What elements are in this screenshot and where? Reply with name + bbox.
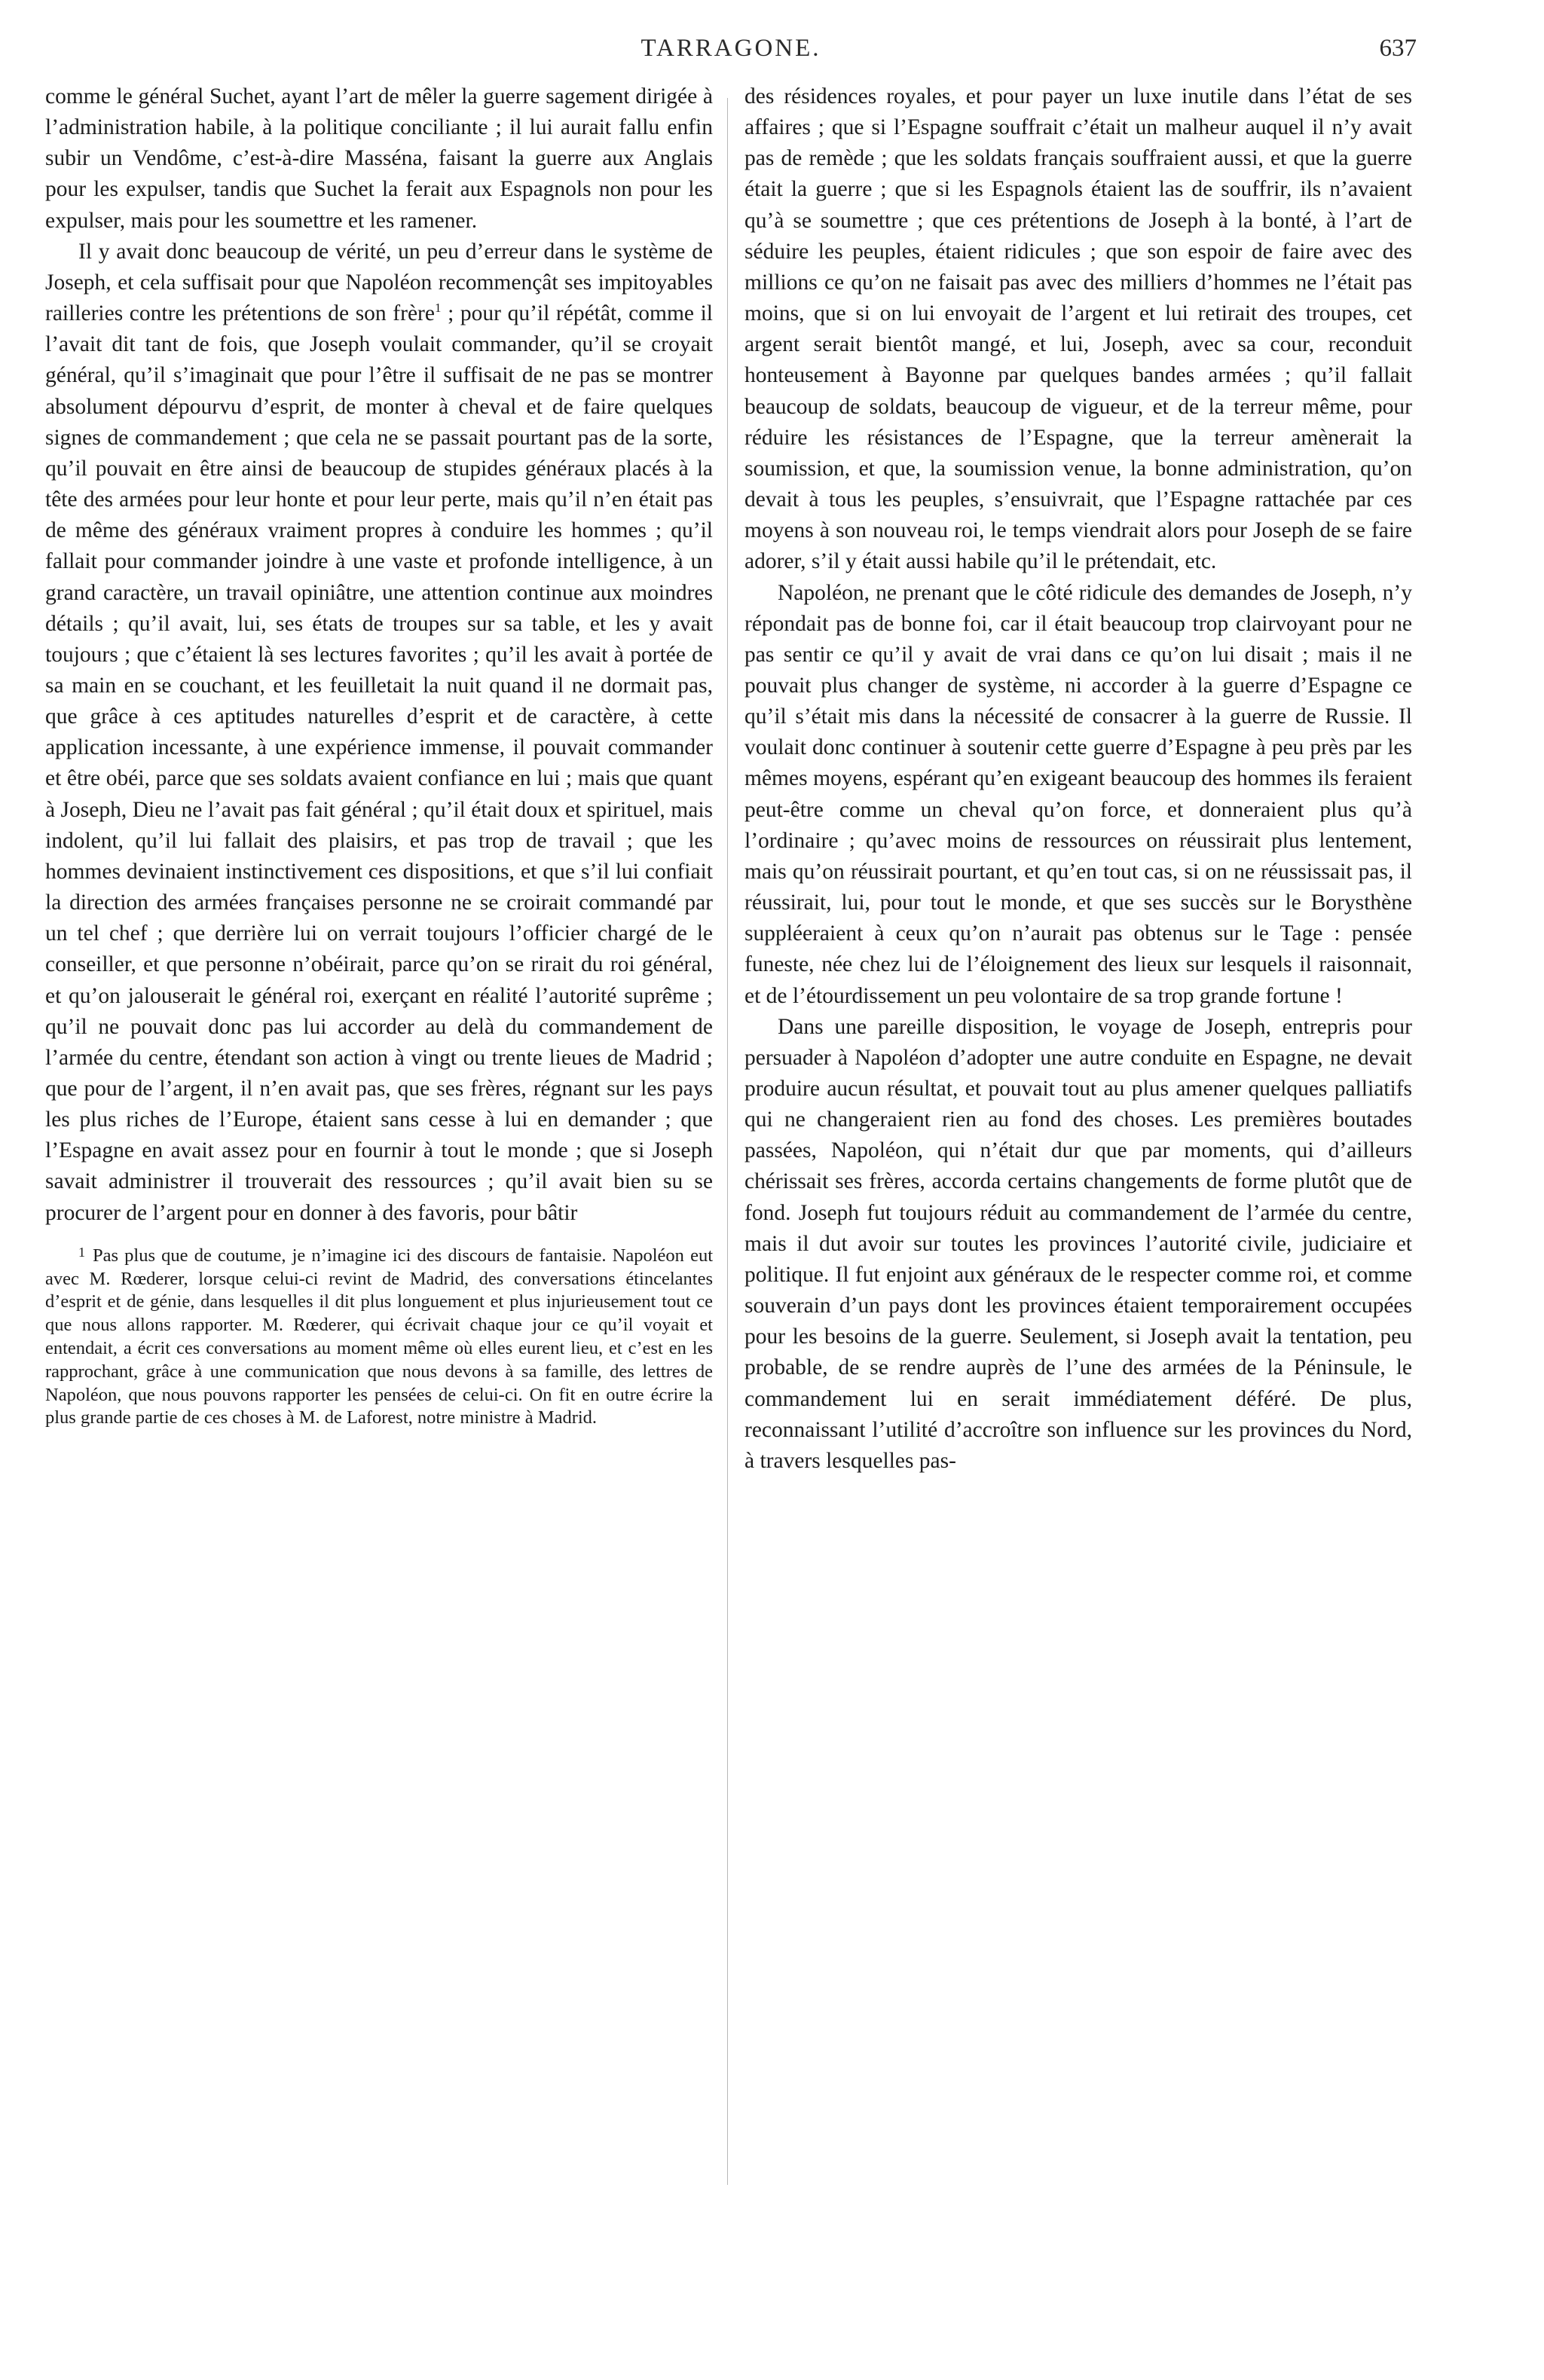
- footnote-text: Pas plus que de coutume, je n’imagine ici des discours de fantaisie. Napoléon eut avec M. Rœderer, lorsque celui-ci revint de Madrid, des conversations étincelantes d’esprit et de génie, dans lesquelles il dit plus longuement et plus injurieusement tout ce que nous allons rapporter. M. Rœderer, qui écrivait chaque jour ce qu’il voyait et entendait, a écrit ces conversations au moment même où elles eurent lieu, et c’est en les rapprochant, grâce à une communication que nous devons à sa famille, des lettres de Napoléon, que nous pouvons rapporter les pensées de celui-ci. On fit en outre écrire la plus grande partie de ces choses à M. de Laforest, notre ministre à Madrid.: [45, 1245, 713, 1428]
- page-number: 637: [1379, 35, 1417, 62]
- paragraph: des résidences royales, et pour payer un luxe inutile dans l’état de ses affaires ; que si l’Espagne souffrait c’était un malheur auquel il n’y avait pas de remède ; que les soldats français souffraient aussi, et que la guerre était la guerre ; que si les Espagnols étaient las de souffrir, ils n’avaient qu’à se soumettre ; que ces prétentions de Joseph à la bonté, à l’art de séduire les peuples, étaient ridicules ; que son espoir de faire avec des millions ce qu’on ne faisait pas avec des milliers d’hommes ne l’était pas moins, que si on lui envoyait de l’argent et lui retirait des troupes, cet argent serait bientôt mangé, et lui, Joseph, avec sa cour, reconduit honteusement à Bayonne par quelques bandes armées ; qu’il fallait beaucoup de soldats, beaucoup de vigueur, et de la terreur même, pour réduire les résistances de l’Espagne, que la terreur amènerait la soumission, et que, la soumission venue, la bonne administration, qu’on devait à tous les peuples, s’ensuivrait, que l’Espagne rattachée par ces moyens à son nouveau roi, le temps viendrait alors pour Joseph de se faire adorer, s’il y était aussi habile qu’il le prétendait, etc.: [744, 84, 1412, 574]
- footnote-reference: 1: [434, 301, 442, 316]
- running-title: TARRAGONE.: [641, 35, 821, 62]
- paragraph: [45, 237, 713, 1229]
- paragraph-text: ; pour qu’il répétât, comme il l’avait dit tant de fois, que Joseph voulait commander, qu’il se croyait général, qu’il s’imaginait que pour l’être il suffisait de ne pas se montrer absolument dépourvu d’esprit, de monter à cheval et de faire quelques signes de commandement ; que cela ne se passait pourtant pas de la sorte, qu’il pouvait en être ainsi de beaucoup de stupides généraux placés à la tête des armées pour leur honte et pour leur perte, mais qu’il n’en était pas de même des généraux vraiment propres à conduire les hommes ; qu’il fallait pour commander joindre à une vaste et profonde intelligence, à un grand caractère, un travail opiniâtre, une attention continue aux moindres détails ; qu’il avait, lui, ses états de troupes sur sa table, et les y avait toujours ; que c’étaient là ses lectures favorites ; qu’il les avait à portée de sa main en se couchant, et les feuilletait la nuit quand il ne dormait pas, que grâce à ces aptitudes naturelles d’esprit et de caractère, à cette application incessante, à une expérience immense, il pouvait commander et être obéi, parce que ses soldats avaient confiance en lui ; mais que quant à Joseph, Dieu ne l’avait pas fait général ; qu’il était doux et spirituel, mais indolent, qu’il lui fallait des plaisirs, et pas trop de travail ; que les hommes devinaient instinctivement ces dispositions, et que s’il lui confiait la direction des armées françaises personne ne se croirait commandé par un tel chef ; que derrière lui on verrait toujours l’officier chargé de le conseiller, et que personne n’obéirait, parce qu’on se rirait du roi général, et qu’on jalouserait le général roi, exerçant en réalité l’autorité suprême ; qu’il ne pouvait donc pas lui accorder au delà du commandement de l’armée du centre, étendant son action à vingt ou trente lieues de Madrid ; que pour de l’argent, il n’en avait pas, que ses frères, régnant sur les pays les plus riches de l’Europe, étaient sans cesse à lui en demander ; que l’Espagne en avait assez pour en fournir à tout le monde ; que si Joseph savait administrer il trouverait des ressources ; qu’il avait bien su se procurer de l’argent pour en donner à des favoris, pour bâtir: [45, 301, 714, 1225]
- paragraph: Napoléon, ne prenant que le côté ridicule des demandes de Joseph, n’y répondait pas de bonne foi, car il était beaucoup trop clairvoyant pour ne pas sentir ce qu’il y avait de vrai dans ce qu’on lui disait ; mais il ne pouvait plus changer de système, ni accorder à la guerre d’Espagne ce qu’il s’était mis dans la nécessité de consacrer à la guerre de Russie. Il voulait donc continuer à soutenir cette guerre d’Espagne à peu près par les mêmes moyens, espérant qu’en exigeant beaucoup des hommes ils feraient peut-être comme un cheval qu’on force, et donneraient plus qu’à l’ordinaire ; qu’avec moins de ressources on réussirait plus lentement, mais qu’on réussirait pourtant, et qu’en tout cas, si on ne réussissait pas, il réussirait, lui, pour tout le monde, et que ses succès sur le Borysthène suppléeraient à ceux qu’on n’aurait pas obtenus sur le Tage : pensée funeste, née chez lui de l’éloignement des lieux sur lesquels il raisonnait, et de l’étourdissement un peu volontaire de sa trop grande fortune !: [744, 580, 1412, 1008]
- paragraph: Dans une pareille disposition, le voyage de Joseph, entrepris pour persuader à Napoléon d’adopter une autre conduite en Espagne, ne devait produire aucun résultat, et pouvait tout au plus amener quelques palliatifs qui ne changeraient rien au fond des choses. Les premières boutades passées, Napoléon, qui n’était dur que par moments, qui d’ailleurs chérissait ses frères, accorda certains changements de forme plutôt que de fond. Joseph fut toujours réduit au commandement de l’armée du centre, mais il dut avoir sur toutes les provinces l’autorité civile, judiciaire et politique. Il fut enjoint aux généraux de le respecter comme roi, et comme souverain d’un pays dont les provinces étaient temporairement occupées pour les besoins de la guerre. Seulement, si Joseph avait la tentation, peu probable, de se rendre auprès de l’une des armées de la Péninsule, le commandement lui en serait immédiatement déféré. De plus, reconnaissant l’utilité d’accroître son influence sur les provinces du Nord, à travers lesquelles pas-: [744, 1014, 1412, 1473]
- footnote-marker: 1: [78, 1244, 85, 1260]
- footnote: [45, 1241, 713, 1430]
- column-divider: [727, 98, 728, 2185]
- paragraph: comme le général Suchet, ayant l’art de mêler la guerre sagement dirigée à l’administration habile, à la politique conciliante ; il lui aurait fallu enfin subir un Vendôme, c’est-à-dire Masséna, faisant la guerre aux Anglais pour les expulser, tandis que Suchet la ferait aux Espagnols non pour les expulser, mais pour les soumettre et les ramener.: [45, 84, 713, 233]
- right-column: [744, 81, 1412, 1477]
- paragraph-text: Il y avait donc beaucoup de vérité, un peu d’erreur dans le système de Joseph, et cela suffisait pour que Napoléon recommençât ses impitoyables railleries contre les prétentions de son frère: [45, 239, 713, 326]
- left-column: [45, 81, 713, 1430]
- running-head: [45, 35, 1417, 68]
